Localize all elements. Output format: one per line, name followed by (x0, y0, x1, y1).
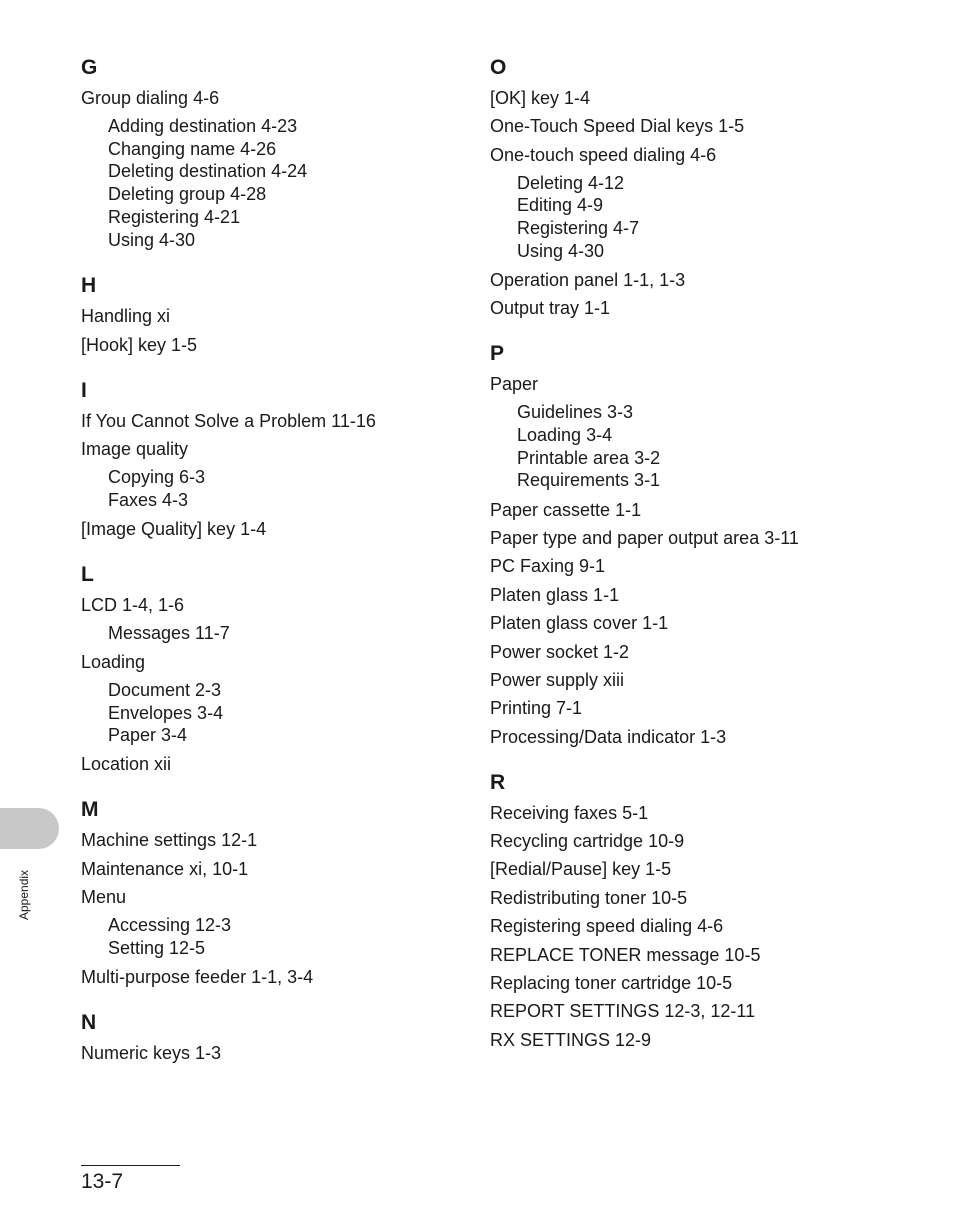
index-section-g (81, 56, 481, 251)
index-entry: [Redial/Pause] key 1-5 (490, 859, 672, 880)
index-sub-entry: Guidelines 3-3 (517, 402, 634, 423)
index-entry: Location xii (81, 754, 172, 775)
index-entry: Paper (490, 374, 539, 395)
index-section-p (490, 342, 890, 747)
section-letter: L (81, 562, 94, 586)
index-entry: Operation panel 1-1, 1-3 (490, 269, 686, 290)
section-letter: I (81, 378, 87, 402)
index-entry: Registering speed dialing 4-6 (490, 916, 724, 937)
index-entry: Image quality (81, 439, 189, 459)
index-sub-entry: Printable area 3-2 (517, 447, 661, 468)
section-letter: P (490, 342, 505, 366)
index-entry: Handling xi (81, 306, 171, 327)
section-letter: O (490, 56, 507, 79)
index-entry: Platen glass 1-1 (490, 584, 620, 605)
index-section-h (81, 274, 481, 355)
sub-entry-list (81, 622, 481, 645)
index-entry: Numeric keys 1-3 (81, 1042, 222, 1063)
index-entry: Printing 7-1 (490, 698, 583, 719)
index-sub-entry: Paper 3-4 (108, 725, 188, 746)
index-sub-entry: Deleting 4-12 (517, 172, 625, 193)
index-entry: Platen glass cover 1-1 (490, 613, 669, 634)
index-column-left (81, 56, 481, 1087)
index-entry: Group dialing 4-6 (81, 88, 220, 108)
index-entry: REPLACE TONER message 10-5 (490, 944, 761, 965)
index-sub-entry: Accessing 12-3 (108, 915, 232, 936)
index-entry: Redistributing toner 10-5 (490, 887, 688, 908)
index-sub-entry: Deleting group 4-28 (108, 184, 267, 205)
index-sub-entry: Using 4-30 (108, 229, 196, 250)
index-section-r (490, 771, 890, 1051)
index-sub-entry: Setting 12-5 (108, 937, 206, 958)
index-entry: Loading (81, 651, 146, 672)
index-entry: [OK] key 1-4 (490, 88, 591, 108)
index-section-o (490, 56, 890, 319)
index-sub-entry: Faxes 4-3 (108, 489, 189, 510)
index-entry: REPORT SETTINGS 12-3, 12-11 (490, 1001, 756, 1022)
index-entry: Receiving faxes 5-1 (490, 802, 649, 823)
index-entry: One-touch speed dialing 4-6 (490, 144, 717, 165)
index-entry: [Image Quality] key 1-4 (81, 518, 267, 539)
index-sub-entry: Envelopes 3-4 (108, 702, 224, 723)
appendix-tab-label: Appendix (17, 869, 31, 920)
sub-entry-list (490, 172, 890, 263)
sub-entry-list (81, 914, 481, 959)
index-entry: Multi-purpose feeder 1-1, 3-4 (81, 966, 314, 987)
section-letter: H (81, 274, 97, 298)
section-letter: R (490, 770, 506, 794)
index-entry: One-Touch Speed Dial keys 1-5 (490, 116, 745, 137)
index-sub-entry: Requirements 3-1 (517, 470, 661, 491)
index-sub-entry: Editing 4-9 (517, 195, 604, 216)
section-letter: G (81, 56, 98, 79)
index-sub-entry: Deleting destination 4-24 (108, 161, 308, 182)
footer-divider (81, 1165, 180, 1166)
index-entry: Power supply xiii (490, 669, 625, 690)
index-sub-entry: Document 2-3 (108, 679, 222, 700)
index-sub-entry: Loading 3-4 (517, 425, 613, 446)
index-entry: Menu (81, 887, 127, 908)
index-sub-entry: Registering 4-7 (517, 218, 640, 239)
index-entry: Recycling cartridge 10-9 (490, 831, 685, 852)
page-number: 13-7 (81, 1170, 124, 1193)
index-entry: Output tray 1-1 (490, 298, 611, 319)
index-entry: Paper cassette 1-1 (490, 499, 642, 520)
index-sub-entry: Messages 11-7 (108, 622, 230, 643)
index-entry: If You Cannot Solve a Problem 11-16 (81, 410, 376, 431)
index-entry: Processing/Data indicator 1-3 (490, 726, 727, 747)
index-section-n (81, 1011, 481, 1064)
section-letter: M (81, 798, 99, 822)
index-sub-entry: Registering 4-21 (108, 206, 241, 227)
index-entry: RX SETTINGS 12-9 (490, 1029, 652, 1050)
index-column-right (490, 56, 890, 1074)
index-sub-entry: Changing name 4-26 (108, 138, 277, 159)
index-entry: Machine settings 12-1 (81, 830, 258, 851)
index-entry: Maintenance xi, 10-1 (81, 858, 249, 879)
sub-entry-list (81, 115, 481, 251)
index-section-l (81, 563, 481, 776)
index-entry: Paper type and paper output area 3-11 (490, 527, 799, 548)
index-entry: Replacing toner cartridge 10-5 (490, 973, 733, 994)
index-sub-entry: Using 4-30 (517, 240, 605, 261)
index-entry: PC Faxing 9-1 (490, 556, 606, 577)
index-section-i (81, 379, 481, 540)
index-sub-entry: Copying 6-3 (108, 467, 206, 487)
sub-entry-list (81, 679, 481, 747)
index-entry: LCD 1-4, 1-6 (81, 594, 185, 615)
sub-entry-list (490, 401, 890, 492)
sub-entry-list (81, 466, 481, 511)
index-section-m (81, 798, 481, 988)
section-letter: N (81, 1010, 97, 1034)
index-sub-entry: Adding destination 4-23 (108, 116, 298, 136)
index-entry: [Hook] key 1-5 (81, 334, 198, 355)
index-entry: Power socket 1-2 (490, 641, 630, 662)
